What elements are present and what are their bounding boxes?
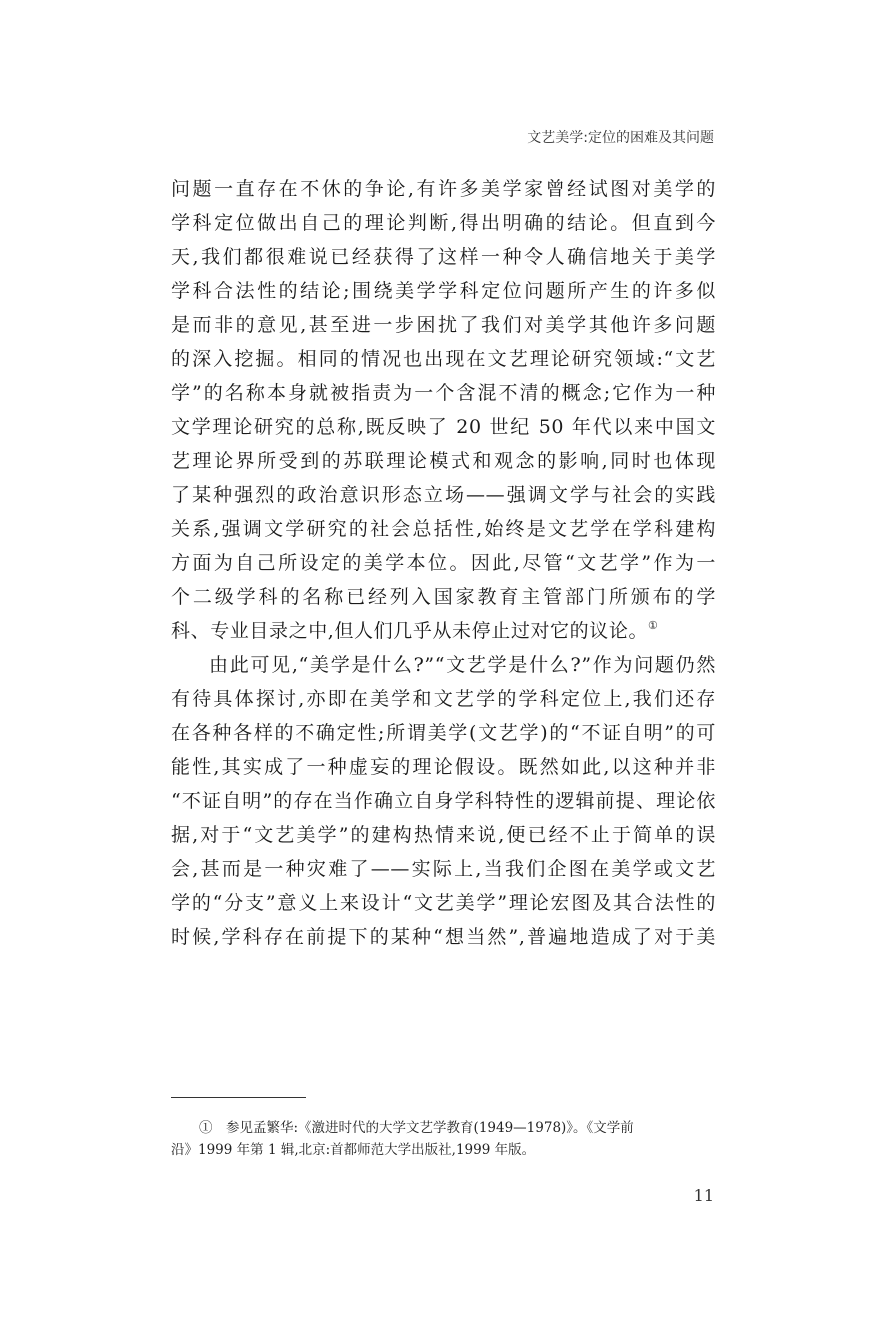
footnote-ref[interactable]: ① bbox=[648, 619, 659, 632]
text-line: 的深入挖掘。相同的情况也出现在文艺理论研究领域:“文艺 bbox=[171, 348, 716, 370]
text-line: 科、专业目录之中,但人们几乎从未停止过对它的议论。 bbox=[171, 620, 649, 642]
text-line: 时候,学科存在前提下的某种“想当然”,普遍地造成了对于美 bbox=[171, 926, 716, 948]
running-header: 文艺美学:定位的困难及其问题 bbox=[527, 130, 714, 146]
text-line: 个二级学科的名称已经列入国家教育主管部门所颁布的学 bbox=[171, 586, 716, 608]
text-line: 学科合法性的结论;围绕美学学科定位问题所产生的许多似 bbox=[171, 280, 716, 302]
footnote-divider bbox=[171, 1097, 306, 1098]
text-line: 学科定位做出自己的理论判断,得出明确的结论。但直到今 bbox=[171, 212, 716, 234]
text-line: 学的“分支”意义上来设计“文艺美学”理论宏图及其合法性的 bbox=[171, 892, 716, 914]
text-line: 了某种强烈的政治意识形态立场——强调文学与社会的实践 bbox=[171, 484, 716, 506]
text-line: 天,我们都很难说已经获得了这样一种令人确信地关于美学 bbox=[171, 246, 716, 268]
page-number: 11 bbox=[693, 1186, 714, 1205]
text-line: 问题一直存在不休的争论,有许多美学家曾经试图对美学的 bbox=[171, 178, 716, 200]
text-line-with-note bbox=[171, 614, 716, 648]
text-line: 方面为自己所设定的美学本位。因此,尽管“文艺学”作为一 bbox=[171, 552, 716, 574]
footnote bbox=[171, 1117, 716, 1161]
text-line: 艺理论界所受到的苏联理论模式和观念的影响,同时也体现 bbox=[171, 450, 716, 472]
text-line: 据,对于“文艺美学”的建构热情来说,便已经不止于简单的误 bbox=[171, 824, 716, 846]
text-line: 学”的名称本身就被指责为一个含混不清的概念;它作为一种 bbox=[171, 382, 716, 404]
footnote-line: ① 参见孟繁华:《激进时代的大学文艺学教育(1949—1978)》。《文学前 bbox=[199, 1120, 634, 1136]
text-line: 有待具体探讨,亦即在美学和文艺学的学科定位上,我们还存 bbox=[171, 688, 716, 710]
footnote-line: 沿》1999 年第 1 辑,北京:首都师范大学出版社,1999 年版。 bbox=[171, 1142, 536, 1158]
text-line: 能性,其实成了一种虚妄的理论假设。既然如此,以这种并非 bbox=[171, 756, 716, 778]
body-text bbox=[171, 172, 716, 954]
text-line: “不证自明”的存在当作确立自身学科特性的逻辑前提、理论依 bbox=[171, 790, 716, 812]
paragraph-start-line: 由此可见,“美学是什么?”“文艺学是什么?”作为问题仍然 bbox=[209, 654, 716, 676]
text-line: 关系,强调文学研究的社会总括性,始终是文艺学在学科建构 bbox=[171, 518, 716, 540]
text-line: 是而非的意见,甚至进一步困扰了我们对美学其他许多问题 bbox=[171, 314, 716, 336]
text-line: 文学理论研究的总称,既反映了 20 世纪 50 年代以来中国文 bbox=[171, 416, 716, 438]
text-line: 在各种各样的不确定性;所谓美学(文艺学)的“不证自明”的可 bbox=[171, 722, 716, 744]
text-line: 会,甚而是一种灾难了——实际上,当我们企图在美学或文艺 bbox=[171, 858, 716, 880]
